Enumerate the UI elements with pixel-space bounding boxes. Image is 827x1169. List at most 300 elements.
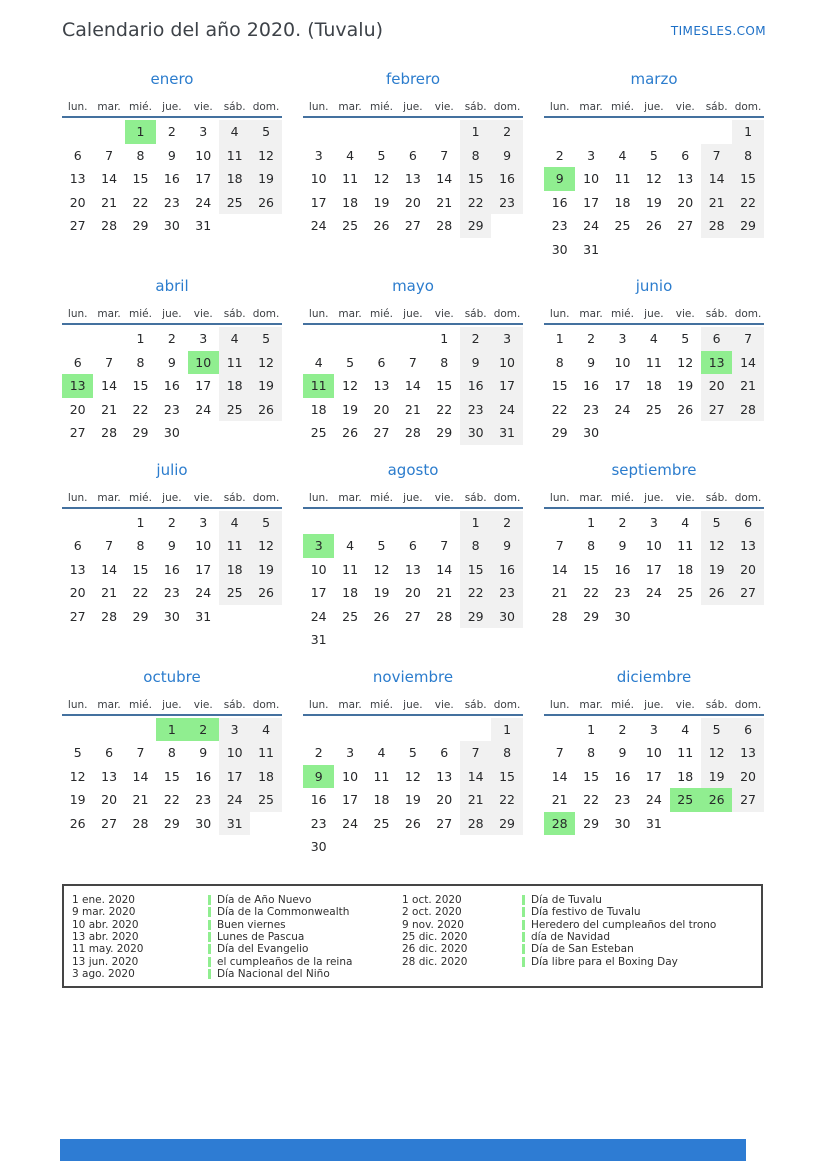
header-rule bbox=[544, 323, 764, 325]
weekday-header-row bbox=[62, 98, 282, 116]
empty-cell bbox=[62, 327, 93, 351]
date-cell: 26 bbox=[373, 218, 390, 234]
date-cell: 26 bbox=[250, 581, 281, 605]
week-row bbox=[62, 718, 282, 742]
week-row bbox=[62, 812, 282, 836]
empty-cell bbox=[429, 835, 460, 859]
week-row bbox=[62, 120, 282, 144]
empty-cell bbox=[544, 511, 575, 535]
weekday-label: sáb. bbox=[705, 698, 728, 711]
empty-cell bbox=[607, 120, 638, 144]
date-cell: 16 bbox=[163, 171, 180, 187]
date-cell: 2 bbox=[167, 331, 176, 347]
date-cell: 10 bbox=[342, 768, 359, 784]
date-cell: 29 bbox=[732, 214, 763, 238]
month-mayo bbox=[303, 277, 523, 445]
date-cell: 8 bbox=[440, 354, 449, 370]
date-cell: 4 bbox=[219, 511, 250, 535]
empty-cell bbox=[544, 718, 575, 742]
empty-cell bbox=[397, 628, 428, 652]
date-cell: 19 bbox=[250, 558, 281, 582]
empty-cell bbox=[429, 718, 460, 742]
weekday-label: jue. bbox=[403, 101, 423, 113]
date-cell: 1 bbox=[156, 718, 187, 742]
week-row bbox=[303, 534, 523, 558]
date-cell: 20 bbox=[101, 792, 118, 808]
empty-cell bbox=[334, 511, 365, 535]
date-cell: 31 bbox=[491, 421, 522, 445]
month-title: noviembre bbox=[372, 667, 454, 686]
footer-banner[interactable] bbox=[60, 1139, 746, 1161]
date-cell: 8 bbox=[587, 745, 596, 761]
holiday-marker-bar bbox=[208, 920, 211, 930]
month-title: septiembre bbox=[611, 460, 697, 479]
date-cell: 7 bbox=[440, 147, 449, 163]
date-cell: 28 bbox=[701, 214, 732, 238]
empty-cell bbox=[188, 421, 219, 445]
date-cell: 30 bbox=[163, 608, 180, 624]
legend-date: 1 oct. 2020 bbox=[402, 894, 462, 907]
weekday-label: vie. bbox=[675, 491, 695, 504]
date-cell: 31 bbox=[310, 632, 327, 648]
week-row bbox=[544, 191, 764, 215]
weekday-label: sáb. bbox=[464, 308, 487, 320]
date-cell: 17 bbox=[195, 171, 212, 187]
empty-cell bbox=[638, 238, 669, 262]
date-cell: 8 bbox=[167, 745, 176, 761]
date-cell: 11 bbox=[373, 768, 390, 784]
date-cell: 5 bbox=[701, 511, 732, 535]
empty-cell bbox=[250, 214, 281, 238]
empty-cell bbox=[701, 120, 732, 144]
date-cell: 11 bbox=[342, 561, 359, 577]
weekday-label: sáb. bbox=[464, 491, 487, 504]
weekday-label: sáb. bbox=[223, 308, 246, 320]
date-cell: 12 bbox=[701, 741, 732, 765]
date-cell: 1 bbox=[136, 331, 145, 347]
date-cell: 1 bbox=[491, 718, 522, 742]
date-cell: 2 bbox=[460, 327, 491, 351]
date-cell: 14 bbox=[701, 167, 732, 191]
holiday-marker-bar bbox=[208, 932, 211, 942]
date-cell: 6 bbox=[408, 147, 417, 163]
date-cell: 4 bbox=[681, 514, 690, 530]
empty-cell bbox=[701, 421, 732, 445]
weekday-label: mié. bbox=[611, 698, 634, 711]
empty-cell bbox=[638, 421, 669, 445]
date-cell: 19 bbox=[342, 401, 359, 417]
date-cell: 27 bbox=[373, 425, 390, 441]
date-cell: 21 bbox=[436, 585, 453, 601]
date-cell: 7 bbox=[408, 354, 417, 370]
holiday-marker-bar bbox=[208, 944, 211, 954]
date-cell: 22 bbox=[460, 191, 491, 215]
months-grid bbox=[62, 70, 764, 859]
date-cell: 30 bbox=[583, 425, 600, 441]
weekday-label: mar. bbox=[338, 101, 362, 113]
date-cell: 17 bbox=[645, 768, 662, 784]
date-cell: 6 bbox=[73, 538, 82, 554]
date-cell: 2 bbox=[491, 120, 522, 144]
date-cell: 28 bbox=[732, 398, 763, 422]
date-cell: 25 bbox=[342, 608, 359, 624]
date-cell: 4 bbox=[250, 718, 281, 742]
weekday-label: sáb. bbox=[223, 491, 246, 504]
weekday-label: dom. bbox=[493, 491, 521, 504]
weekday-label: vie. bbox=[434, 308, 454, 320]
date-cell: 9 bbox=[544, 167, 575, 191]
date-cell: 24 bbox=[645, 792, 662, 808]
date-cell: 3 bbox=[587, 147, 596, 163]
empty-cell bbox=[366, 628, 397, 652]
header-rule bbox=[62, 116, 282, 118]
date-cell: 18 bbox=[614, 194, 631, 210]
date-cell: 11 bbox=[645, 354, 662, 370]
week-row bbox=[544, 788, 764, 812]
date-cell: 11 bbox=[219, 351, 250, 375]
week-row bbox=[544, 167, 764, 191]
empty-cell bbox=[732, 812, 763, 836]
header-rule bbox=[303, 714, 523, 716]
date-cell: 29 bbox=[163, 815, 180, 831]
weekday-label: mar. bbox=[579, 698, 603, 711]
header-rule bbox=[544, 116, 764, 118]
weekday-header-row bbox=[544, 489, 764, 507]
week-row bbox=[544, 398, 764, 422]
week-row bbox=[303, 421, 523, 445]
date-cell: 26 bbox=[404, 815, 421, 831]
legend-row bbox=[72, 968, 402, 980]
week-row bbox=[544, 214, 764, 238]
holiday-marker-bar bbox=[522, 957, 525, 967]
empty-cell bbox=[219, 421, 250, 445]
date-cell: 17 bbox=[195, 378, 212, 394]
date-cell: 24 bbox=[219, 788, 250, 812]
week-row bbox=[62, 765, 282, 789]
date-cell: 24 bbox=[342, 815, 359, 831]
date-cell: 7 bbox=[440, 538, 449, 554]
legend-holiday-name: Día de San Esteban bbox=[531, 943, 634, 956]
date-cell: 9 bbox=[167, 538, 176, 554]
date-cell: 8 bbox=[587, 538, 596, 554]
weekday-label: dom. bbox=[252, 308, 280, 320]
date-cell: 13 bbox=[732, 741, 763, 765]
weekday-label: lun. bbox=[549, 698, 570, 711]
empty-cell bbox=[670, 812, 701, 836]
date-cell: 20 bbox=[732, 558, 763, 582]
month-title: julio bbox=[156, 460, 188, 479]
weekday-label: lun. bbox=[549, 491, 570, 504]
date-cell: 14 bbox=[551, 561, 568, 577]
date-cell: 10 bbox=[219, 741, 250, 765]
date-cell: 21 bbox=[101, 194, 118, 210]
date-cell: 20 bbox=[701, 374, 732, 398]
empty-cell bbox=[334, 835, 365, 859]
week-row bbox=[544, 144, 764, 168]
date-cell: 2 bbox=[618, 721, 627, 737]
empty-cell bbox=[732, 605, 763, 629]
date-cell: 26 bbox=[701, 581, 732, 605]
week-row bbox=[62, 144, 282, 168]
date-cell: 27 bbox=[677, 218, 694, 234]
date-cell: 3 bbox=[314, 147, 323, 163]
date-cell: 15 bbox=[551, 378, 568, 394]
empty-cell bbox=[701, 238, 732, 262]
date-cell: 19 bbox=[701, 765, 732, 789]
empty-cell bbox=[429, 120, 460, 144]
week-row bbox=[544, 511, 764, 535]
legend-holiday-name: Buen viernes bbox=[217, 918, 286, 931]
date-cell: 13 bbox=[62, 374, 93, 398]
date-cell: 11 bbox=[219, 534, 250, 558]
date-cell: 20 bbox=[373, 401, 390, 417]
empty-cell bbox=[219, 214, 250, 238]
empty-cell bbox=[303, 718, 334, 742]
legend-date: 3 ago. 2020 bbox=[72, 967, 135, 980]
date-cell: 26 bbox=[645, 218, 662, 234]
date-cell: 21 bbox=[404, 401, 421, 417]
legend-holiday-name: Día Nacional del Niño bbox=[217, 967, 330, 980]
date-cell: 22 bbox=[583, 792, 600, 808]
date-cell: 6 bbox=[732, 718, 763, 742]
date-cell: 12 bbox=[373, 561, 390, 577]
date-cell: 25 bbox=[645, 401, 662, 417]
date-cell: 14 bbox=[551, 768, 568, 784]
month-julio bbox=[62, 461, 282, 629]
date-cell: 10 bbox=[310, 561, 327, 577]
weekday-label: mar. bbox=[338, 491, 362, 504]
date-cell: 21 bbox=[551, 792, 568, 808]
date-cell: 17 bbox=[342, 792, 359, 808]
weekday-label: mar. bbox=[579, 491, 603, 504]
date-cell: 29 bbox=[551, 425, 568, 441]
date-cell: 16 bbox=[163, 378, 180, 394]
header-rule bbox=[62, 507, 282, 509]
header-rule bbox=[303, 323, 523, 325]
date-cell: 9 bbox=[618, 538, 627, 554]
month-title: agosto bbox=[387, 460, 439, 479]
date-cell: 28 bbox=[436, 218, 453, 234]
date-cell: 29 bbox=[132, 608, 149, 624]
weekday-label: vie. bbox=[193, 101, 213, 113]
date-cell: 5 bbox=[250, 327, 281, 351]
date-cell: 1 bbox=[555, 331, 564, 347]
date-cell: 29 bbox=[436, 425, 453, 441]
date-cell: 10 bbox=[491, 351, 522, 375]
date-cell: 7 bbox=[460, 741, 491, 765]
date-cell: 27 bbox=[404, 218, 421, 234]
date-cell: 22 bbox=[163, 792, 180, 808]
date-cell: 9 bbox=[491, 534, 522, 558]
date-cell: 18 bbox=[677, 768, 694, 784]
legend-holiday-name: el cumpleaños de la reina bbox=[217, 955, 353, 968]
date-cell: 24 bbox=[645, 585, 662, 601]
weekday-label: vie. bbox=[193, 698, 213, 711]
weekday-header-row bbox=[62, 305, 282, 323]
date-cell: 3 bbox=[649, 721, 658, 737]
month-title: marzo bbox=[630, 70, 678, 88]
date-cell: 2 bbox=[555, 147, 564, 163]
date-cell: 18 bbox=[342, 585, 359, 601]
header-rule bbox=[62, 323, 282, 325]
date-cell: 9 bbox=[199, 745, 208, 761]
date-cell: 20 bbox=[69, 585, 86, 601]
date-cell: 15 bbox=[732, 167, 763, 191]
date-cell: 12 bbox=[250, 534, 281, 558]
holiday-marker-bar bbox=[522, 895, 525, 905]
date-cell: 7 bbox=[105, 354, 114, 370]
weekday-label: lun. bbox=[308, 101, 329, 113]
weekday-label: vie. bbox=[434, 698, 454, 711]
date-cell: 24 bbox=[195, 585, 212, 601]
date-cell: 4 bbox=[377, 745, 386, 761]
date-cell: 10 bbox=[310, 171, 327, 187]
date-cell: 26 bbox=[69, 815, 86, 831]
date-cell: 4 bbox=[681, 721, 690, 737]
date-cell: 30 bbox=[195, 815, 212, 831]
date-cell: 22 bbox=[583, 585, 600, 601]
legend-row bbox=[72, 943, 402, 955]
empty-cell bbox=[303, 327, 334, 351]
empty-cell bbox=[544, 120, 575, 144]
date-cell: 5 bbox=[377, 538, 386, 554]
empty-cell bbox=[250, 421, 281, 445]
date-cell: 9 bbox=[460, 351, 491, 375]
week-row bbox=[303, 191, 523, 215]
holiday-marker-bar bbox=[208, 895, 211, 905]
date-cell: 13 bbox=[404, 171, 421, 187]
week-row bbox=[62, 741, 282, 765]
legend-date: 13 jun. 2020 bbox=[72, 955, 139, 968]
date-cell: 24 bbox=[195, 194, 212, 210]
empty-cell bbox=[460, 835, 491, 859]
date-cell: 4 bbox=[346, 538, 355, 554]
date-cell: 3 bbox=[303, 534, 334, 558]
empty-cell bbox=[732, 238, 763, 262]
month-title: abril bbox=[155, 277, 189, 295]
date-cell: 20 bbox=[404, 585, 421, 601]
weekday-label: lun. bbox=[308, 308, 329, 320]
date-cell: 2 bbox=[167, 514, 176, 530]
date-cell: 24 bbox=[614, 401, 631, 417]
date-cell: 10 bbox=[614, 354, 631, 370]
site-link[interactable]: TIMESLES.COM bbox=[670, 24, 766, 38]
legend-holiday-name: Día libre para el Boxing Day bbox=[531, 955, 678, 968]
empty-cell bbox=[62, 120, 93, 144]
date-cell: 11 bbox=[219, 144, 250, 168]
date-cell: 26 bbox=[342, 425, 359, 441]
date-cell: 9 bbox=[587, 354, 596, 370]
empty-cell bbox=[334, 718, 365, 742]
weekday-label: jue. bbox=[644, 101, 664, 113]
date-cell: 6 bbox=[701, 327, 732, 351]
date-cell: 17 bbox=[645, 561, 662, 577]
weekday-label: mié. bbox=[129, 101, 152, 113]
weekday-label: mié. bbox=[129, 698, 152, 711]
date-cell: 8 bbox=[555, 354, 564, 370]
date-cell: 29 bbox=[132, 425, 149, 441]
date-cell: 26 bbox=[701, 788, 732, 812]
date-cell: 19 bbox=[69, 792, 86, 808]
weekday-label: jue. bbox=[162, 308, 182, 320]
weekday-label: lun. bbox=[308, 491, 329, 504]
empty-cell bbox=[93, 120, 124, 144]
date-cell: 19 bbox=[250, 167, 281, 191]
weekday-label: jue. bbox=[403, 308, 423, 320]
week-row bbox=[303, 628, 523, 652]
date-cell: 17 bbox=[583, 194, 600, 210]
legend-holiday-name: Lunes de Pascua bbox=[217, 931, 305, 944]
date-cell: 22 bbox=[732, 191, 763, 215]
empty-cell bbox=[491, 214, 522, 238]
date-cell: 24 bbox=[491, 398, 522, 422]
date-cell: 29 bbox=[460, 605, 491, 629]
date-cell: 1 bbox=[587, 721, 596, 737]
weekday-label: mié. bbox=[611, 308, 634, 320]
legend-row bbox=[72, 894, 402, 906]
date-cell: 10 bbox=[195, 147, 212, 163]
empty-cell bbox=[366, 511, 397, 535]
date-cell: 27 bbox=[436, 815, 453, 831]
date-cell: 3 bbox=[649, 514, 658, 530]
date-cell: 16 bbox=[163, 561, 180, 577]
date-cell: 12 bbox=[645, 171, 662, 187]
week-row bbox=[544, 558, 764, 582]
date-cell: 13 bbox=[404, 561, 421, 577]
month-junio bbox=[544, 277, 764, 445]
weekday-label: mar. bbox=[97, 101, 121, 113]
date-cell: 6 bbox=[408, 538, 417, 554]
month-enero bbox=[62, 70, 282, 238]
week-row bbox=[62, 558, 282, 582]
date-cell: 17 bbox=[310, 194, 327, 210]
date-cell: 30 bbox=[163, 218, 180, 234]
weekday-header-row bbox=[303, 489, 523, 507]
legend-date: 26 dic. 2020 bbox=[402, 943, 468, 956]
empty-cell bbox=[638, 120, 669, 144]
week-row bbox=[303, 581, 523, 605]
date-cell: 30 bbox=[460, 421, 491, 445]
empty-cell bbox=[429, 511, 460, 535]
date-cell: 24 bbox=[583, 218, 600, 234]
legend-row bbox=[402, 919, 752, 931]
month-title: diciembre bbox=[616, 667, 692, 686]
month-title: mayo bbox=[392, 277, 434, 295]
date-cell: 25 bbox=[310, 425, 327, 441]
date-cell: 23 bbox=[491, 581, 522, 605]
weekday-label: lun. bbox=[67, 698, 88, 711]
date-cell: 15 bbox=[132, 171, 149, 187]
date-cell: 7 bbox=[136, 745, 145, 761]
week-row bbox=[544, 534, 764, 558]
date-cell: 5 bbox=[250, 120, 281, 144]
header-rule bbox=[544, 507, 764, 509]
week-row bbox=[303, 144, 523, 168]
week-row bbox=[544, 238, 764, 262]
date-cell: 9 bbox=[303, 765, 334, 789]
week-row bbox=[62, 398, 282, 422]
date-cell: 13 bbox=[69, 561, 86, 577]
weekday-header-row bbox=[303, 696, 523, 714]
legend-row bbox=[402, 955, 752, 967]
empty-cell bbox=[303, 120, 334, 144]
date-cell: 28 bbox=[460, 812, 491, 836]
legend-row bbox=[72, 906, 402, 918]
month-abril bbox=[62, 277, 282, 445]
empty-cell bbox=[303, 511, 334, 535]
empty-cell bbox=[366, 327, 397, 351]
legend-holiday-name: Día de Año Nuevo bbox=[217, 894, 312, 907]
